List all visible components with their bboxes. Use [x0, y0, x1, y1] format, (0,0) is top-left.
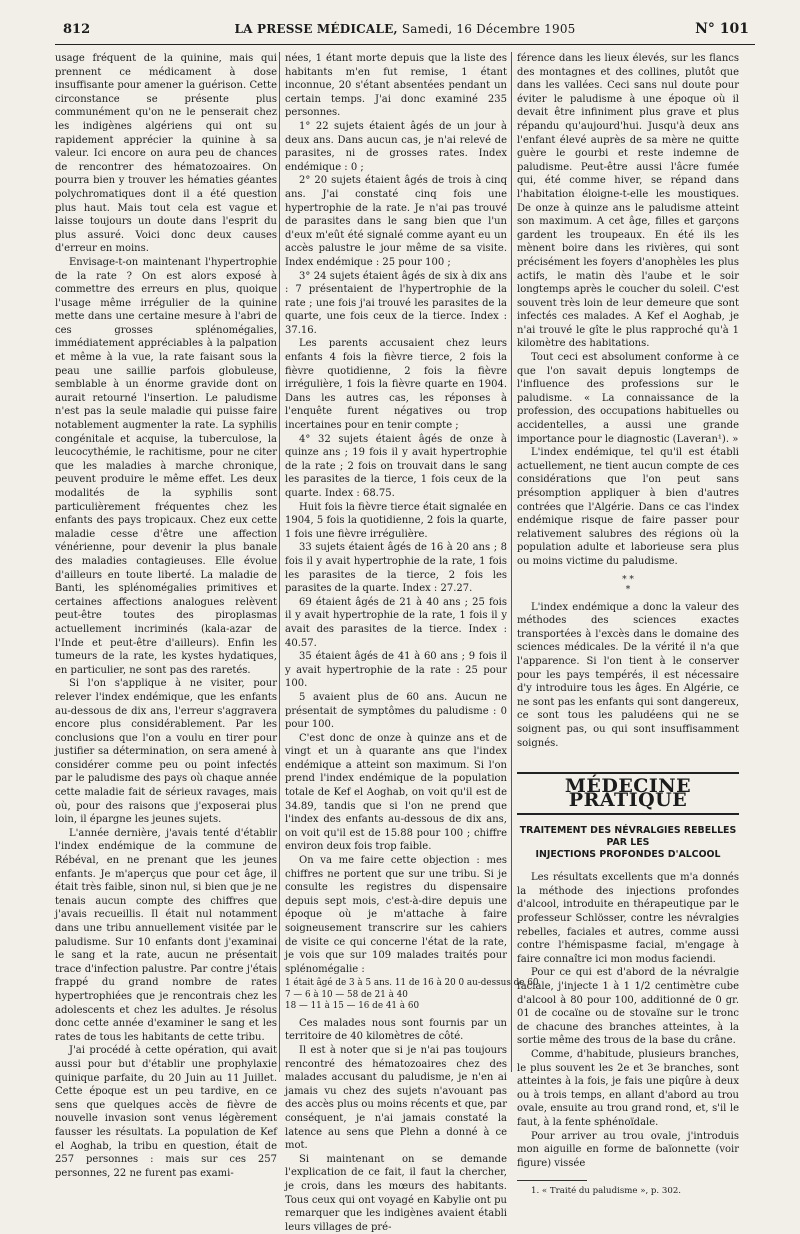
- paragraph: L'index endémique, tel qu'il est établi actuellement, ne tient aucun compte de ces considérations que l'on peut sans présomption appliquer à bien d'autres contrées que l'Algérie. Dans ce cas l'index endémique risque de faire passer pour relativement salubres des régions où la population adulte et laborieuse sera plus ou moins victime du paludisme.: [517, 447, 739, 567]
- paragraph: 35 étaient âgés de 41 à 60 ans ; 9 fois il y avait hypertrophie de la rate : 25 pour 100.: [285, 651, 507, 690]
- issue-date: Samedi, 16 Décembre 1905: [401, 22, 576, 36]
- paragraph: Envisage-t-on maintenant l'hypertrophie de la rate ? On est alors exposé à commettre des erreurs en plus, quoique l'usage même irrégulier de la quinine mette dans une certaine mesure à l'abri de ces grosses splénomégalies, immédiatement appréciables à la palpation et même à la vue, la rate faisant sous la peau une saillie parfois globuleuse, semblable à un énorme gravide dont on aurait retourné l'insertion. Le paludisme n'est pas la seule maladie qui puisse faire notablement augmenter la rate. La syphilis congénitale et acquise, la tuberculose, la leucocythémie, le rachitisme, pour ne citer que les maladies à marche chronique, peuvent produire le même effet. Les deux modalités de la syphilis sont particulièrement fréquentes chez les enfants des pays tropicaux. Chez eux cette maladie cesse d'être une affection vénérienne, pour devenir la plus banale des maladies contagieuses. Elle évolue d'ailleurs en toute liberté. La maladie de Banti, les splénomégalies primitives et certaines affections analogues relèvent peut-être toutes des piroplasmas actuellement incriminés (kala-azar de l'Inde et peut-être d'ailleurs). Enfin les tumeurs de la rate, les kystes hydatiques, en particulier, ne sont pas des raretés.: [55, 256, 277, 676]
- paragraph: 69 étaient âgés de 21 à 40 ans ; 25 fois il y avait hypertrophie de la rate, 1 fois il y avait des parasites de la tierce. Index : 40.57.: [285, 596, 507, 649]
- section-heading: MÉDECINE PRATIQUE: [517, 772, 739, 815]
- paragraph: C'est donc de onze à quinze ans et de vingt et un à quarante ans que l'index endémique a atteint son maximum. Si l'on prend l'index endémique de la population totale de Kef el Aoghab, on voit qu'il est de 34.89, tandis que si l'on ne prend que l'index des enfants au-dessous de dix ans, on voit qu'il est de 15.88 pour 100 ; chiffre environ deux fois trop faible.: [285, 732, 507, 853]
- table-row: 7 — 6 à 10 — 58 de 21 à 40: [285, 989, 408, 1000]
- page-header: [55, 20, 755, 45]
- column-3: [517, 52, 739, 1199]
- paragraph: 3° 24 sujets étaient âgés de six à dix ans : 7 présentaient de l'hypertrophie de la rate ; une fois j'ai trouvé les parasites de la quarte, une fois ceux de la tierce. Index : 37.16.: [285, 270, 507, 336]
- paragraph: 5 avaient plus de 60 ans. Aucun ne présentait de symptômes du paludisme : 0 pour 100.: [285, 691, 507, 731]
- column-rule: [279, 52, 280, 1072]
- paragraph: Les résultats excellents que m'a donnés la méthode des injections profondes d'alcool, introduite en thérapeutique par le professeur Schlösser, contre les névralgies rebelles, faciales et autres, comme aussi contre l'hémispasme facial, m'engage à faire connaître ici mon modus faciendi.: [517, 872, 739, 965]
- article-title: TRAITEMENT DES NÉVRALGIES REBELLES PAR LES INJECTIONS PROFONDES D'ALCOOL: [519, 825, 737, 861]
- column-rule: [511, 52, 512, 1072]
- paragraph: nées, 1 étant morte depuis que la liste des habitants m'en fut remise, 1 étant inconnue, 20 s'étant absentées pendant un certain temps. J'ai donc examiné 235 personnes.: [285, 53, 507, 119]
- footnote-rule: [517, 1180, 587, 1181]
- paragraph: férence dans les lieux élevés, sur les flancs des montagnes et des collines, plutôt que dans les vallées. Ceci sans nul doute pour éviter le paludisme à une époque où il devait être infiniment plus grave et plus répandu qu'aujourd'hui. Jusqu'à deux ans l'enfant élevé auprès de sa mère ne quitte guère le gourbi et reste indemne de paludisme. Peut-être aussi l'âcre fumée qui, été comme hiver, se répand dans l'habitation éloigne-t-elle les moustiques. De onze à quinze ans le paludisme atteint son maximum. A cet âge, filles et garçons gardent les troupeaux. En été ils les mènent boire dans les rivières, qui sont précisément les foyers d'anophèles les plus actifs, le matin dès l'aube et le soir longtemps après le coucher du soleil. C'est souvent très loin de leur demeure que sont infectés ces malades. A Kef el Aoghab, je n'ai trouvé le gîte le plus rapproché qu'à 1 kilomètre des habitations.: [517, 53, 739, 350]
- issue-number: N° 101: [695, 21, 749, 37]
- paragraph: Huit fois la fièvre tierce était signalée en 1904, 5 fois la quotidienne, 2 fois la quarte, 1 fois une fièvre irrégulière.: [285, 501, 507, 540]
- paragraph: Les parents accusaient chez leurs enfants 4 fois la fièvre tierce, 2 fois la fièvre quotidienne, 2 fois la fièvre irrégulière, 1 fois la fièvre quarte en 1904. Dans les autres cas, les réponses à l'enquête furent négatives ou trop incertaines pour en tenir compte ;: [285, 338, 507, 432]
- paragraph: Comme, d'habitude, plusieurs branches, le plus souvent les 2e et 3e branches, sont atteintes à la fois, je fais une piqûre à deux ou à trois temps, en allant d'abord au trou ovale, ensuite au trou grand rond, et, s'il le faut, à la fente sphénoïdale.: [517, 1049, 739, 1128]
- page-number: 812: [63, 22, 91, 37]
- paragraph: Ces malades nous sont fournis par un territoire de 40 kilomètres de côté.: [285, 1017, 507, 1043]
- paragraph: 33 sujets étaient âgés de 16 à 20 ans ; 8 fois il y avait hypertrophie de la rate, 1 fois les parasites de la tierce, 2 fois les parasites de la quarte. Index : 27.27.: [285, 542, 507, 595]
- paragraph: L'index endémique a donc la valeur des méthodes des sciences exactes transportées à l'excès dans le domaine des sciences médicales. De la vérité il n'a que l'apparence. Si l'on tient à le conserver pour les pays tempérés, il est nécessaire d'y introduire tous les âges. En Algérie, ce ne sont pas les enfants qui sont dangereux, ce sont tous les paludéens qui ne se soignent pas, ou qui sont insuffisamment soignés.: [517, 601, 739, 749]
- paragraph: Pour arriver au trou ovale, j'introduis mon aiguille en forme de baïonnette (voir figure) vissée: [517, 1130, 739, 1169]
- table-row: 18 — 11 à 15 — 16 de 41 à 60: [285, 1001, 420, 1012]
- paragraph: L'année dernière, j'avais tenté d'établir l'index endémique de la commune de Rébéval, en ne prenant que les jeunes enfants. Je m'aperçus que pour cet âge, il était très faible, sinon nul, si bien que je ne tenais aucun compte des chiffres que j'avais recueillis. Il était nul notamment dans une tribu annuellement visitée par le paludisme. Sur 10 enfants dont j'examinai le sang et la rate, aucun ne présentait trace d'infection palustre. Par contre j'étais frappé du grand nombre de rates hypertrophiées que je rencontrais chez les adolescents et chez les adultes. Je résolus donc cette année d'examiner le sang et les rates de tous les habitants de cette tribu.: [55, 827, 277, 1043]
- paragraph: Pour ce qui est d'abord de la névralgie faciale, j'injecte 1 à 1 1/2 centimètre cube d'alcool à 80 pour 100, additionné de 0 gr. 01 de cocaïne ou de stovaïne sur le tronc de chacune des branches atteintes, à la sortie même des trous de la base du crâne.: [517, 967, 739, 1047]
- footnote: 1. « Traité du paludisme », p. 302.: [531, 1186, 682, 1197]
- column-2: [285, 52, 539, 1234]
- paragraph: J'ai procédé à cette opération, qui avait aussi pour but d'établir une prophylaxie quinique parfaite, du 20 Juin au 11 Juillet. Cette époque est un peu tardive, en ce sens que quelques accès de fièvre de nouvelle invasion sont venus légèrement fausser les résultats. La population de Kef el Aoghab, la tribu en question, était de 257 personnes : mais sur ces 257 personnes, 22 ne furent pas exami-: [55, 1045, 277, 1179]
- paragraph: Il est à noter que si je n'ai pas toujours rencontré des hématozoaires chez des malades accusant du paludisme, je n'en ai jamais vu chez des sujets n'avouant pas des accès plus ou moins récents et que, par conséquent, je n'ai jamais constaté la latence au sens que Plehn a donné à ce mot.: [285, 1045, 507, 1152]
- paragraph: Si maintenant on se demande l'explication de ce fait, il faut la chercher, je crois, dans les mœurs des habitants. Tous ceux qui ont voyagé en Kabylie ont pu remarquer que les indigènes avaient établi leurs villages de pré-: [285, 1153, 507, 1233]
- table-row: 1 était âgé de 3 à 5 ans. 11 de 16 à 20 0 au-dessus de 60: [285, 978, 539, 989]
- age-table: [285, 978, 539, 1013]
- paragraph: usage fréquent de la quinine, mais qui prennent ce médicament à dose insuffisante pour amener la guérison. Cette circonstance se présente plus communément qu'on ne le penserait chez les indigènes algériens qui ont su rapidement apprécier la quinine à sa valeur. Ici encore on aura peu de chances de rencontrer des hématozoaires. On pourra bien y trouver les hématies géantes polychromatiques dont il a été question plus haut. Mais tout cela est vague et laisse toujours un doute dans l'esprit du plus assuré. Voici donc deux causes d'erreur en moins.: [55, 53, 277, 255]
- paragraph: Si l'on s'applique à ne visiter, pour relever l'index endémique, que les enfants au-dessous de dix ans, l'erreur s'aggravera encore plus considérablement. Par les conclusions que l'on a voulu en tirer pour justifier sa détermination, on sera amené à considérer comme peu ou point infectés par le paludisme des pays où chaque année cette maladie fait de sérieux ravages, mais où, pour des raisons que j'exposerai plus loin, il épargne les jeunes sujets.: [55, 678, 277, 826]
- paragraph: Tout ceci est absolument conforme à ce que l'on savait depuis longtemps de l'influence des professions sur le paludisme. « La connaissance de la profession, des occupations habituelles ou accidentelles, a aussi une grande importance pour le diagnostic (Laveran¹). »: [517, 352, 739, 445]
- paragraph: 1° 22 sujets étaient âgés de un jour à deux ans. Dans aucun cas, je n'ai relevé de parasites, ni de grosses rates. Index endémique : 0 ;: [285, 120, 507, 173]
- section-separator: * * *: [622, 574, 634, 595]
- column-1: [55, 52, 277, 1180]
- paragraph: 4° 32 sujets étaient âgés de onze à quinze ans ; 19 fois il y avait hypertrophie de la rate ; 2 fois on trouvait dans le sang les parasites de la tierce, 1 fois ceux de la quarte. Index : 68.75.: [285, 433, 507, 499]
- journal-title: [55, 22, 755, 36]
- paragraph: 2° 20 sujets étaient âgés de trois à cinq ans. J'ai constaté cinq fois une hypertrophie de la rate. Je n'ai pas trouvé de parasites dans le sang bien que l'un d'eux m'eût été signalé comme ayant eu un accès palustre le jour même de sa visite. Index endémique : 25 pour 100 ;: [285, 175, 507, 268]
- paragraph: On va me faire cette objection : mes chiffres ne portent que sur une tribu. Si je consulte les registres du dispensaire depuis sept mois, c'est-à-dire depuis une époque où je m'attache à faire soigneusement transcrire sur les cahiers de visite ce qui concerne l'état de la rate, je vois que sur 109 malades traités pour splénomégalie :: [285, 855, 507, 975]
- journal-name: LA PRESSE MÉDICALE,: [234, 22, 398, 36]
